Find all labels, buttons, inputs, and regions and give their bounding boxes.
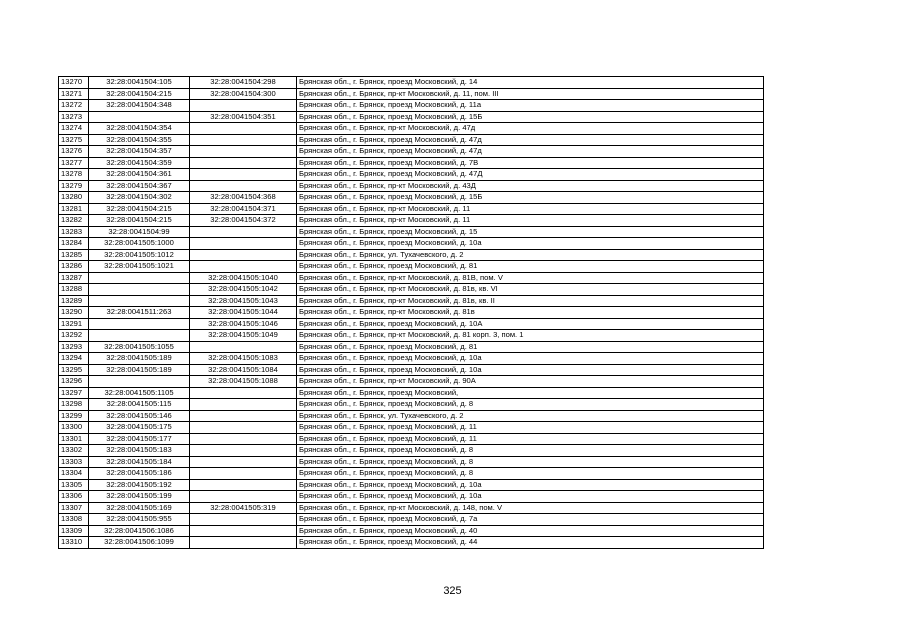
- cadastral-number-parent-cell: [89, 272, 190, 284]
- row-number-cell: 13309: [59, 525, 89, 537]
- table-row: [59, 123, 764, 135]
- table-row: [59, 318, 764, 330]
- row-number-cell: 13292: [59, 330, 89, 342]
- cadastral-number-cell: [190, 422, 297, 434]
- cadastral-number-parent-cell: 32:28:0041505:955: [89, 514, 190, 526]
- address-cell: Брянская обл., г. Брянск, проезд Московский, д. 11: [297, 422, 764, 434]
- cadastral-number-cell: [190, 410, 297, 422]
- cadastral-number-cell: 32:28:0041504:371: [190, 203, 297, 215]
- table-row: [59, 203, 764, 215]
- row-number-cell: 13301: [59, 433, 89, 445]
- address-cell: Брянская обл., г. Брянск, проезд Московский,: [297, 387, 764, 399]
- cadastral-number-parent-cell: 32:28:0041505:1105: [89, 387, 190, 399]
- row-number-cell: 13297: [59, 387, 89, 399]
- cadastral-number-cell: [190, 479, 297, 491]
- table-row: [59, 134, 764, 146]
- cadastral-number-cell: [190, 100, 297, 112]
- row-number-cell: 13280: [59, 192, 89, 204]
- address-cell: Брянская обл., г. Брянск, пр-кт Московский, д. 47д: [297, 123, 764, 135]
- address-cell: Брянская обл., г. Брянск, проезд Московский, д. 10а: [297, 353, 764, 365]
- cadastral-number-cell: 32:28:0041505:1046: [190, 318, 297, 330]
- table-row: [59, 180, 764, 192]
- table-row: [59, 146, 764, 158]
- address-cell: Брянская обл., г. Брянск, пр-кт Московский, д. 11, пом. III: [297, 88, 764, 100]
- table-body: [59, 77, 764, 549]
- cadastral-number-cell: [190, 525, 297, 537]
- cadastral-number-cell: 32:28:0041504:300: [190, 88, 297, 100]
- address-cell: Брянская обл., г. Брянск, ул. Тухачевского, д. 2: [297, 249, 764, 261]
- address-cell: Брянская обл., г. Брянск, проезд Московский, д. 47д: [297, 134, 764, 146]
- cadastral-number-cell: 32:28:0041505:1043: [190, 295, 297, 307]
- table-row: [59, 111, 764, 123]
- cadastral-number-parent-cell: 32:28:0041504:355: [89, 134, 190, 146]
- address-cell: Брянская обл., г. Брянск, проезд Московский, д. 10А: [297, 318, 764, 330]
- address-cell: Брянская обл., г. Брянск, пр-кт Московский, д. 81в, кв. II: [297, 295, 764, 307]
- cadastral-number-cell: [190, 456, 297, 468]
- address-cell: Брянская обл., г. Брянск, проезд Московский, д. 15Б: [297, 192, 764, 204]
- cadastral-number-cell: 32:28:0041505:319: [190, 502, 297, 514]
- cadastral-number-parent-cell: 32:28:0041506:1086: [89, 525, 190, 537]
- table-row: [59, 192, 764, 204]
- address-cell: Брянская обл., г. Брянск, проезд Московский, д. 40: [297, 525, 764, 537]
- cadastral-number-parent-cell: 32:28:0041504:99: [89, 226, 190, 238]
- address-cell: Брянская обл., г. Брянск, ул. Тухачевского, д. 2: [297, 410, 764, 422]
- table-row: [59, 215, 764, 227]
- address-cell: Брянская обл., г. Брянск, проезд Московский, д. 8: [297, 468, 764, 480]
- cadastral-number-parent-cell: 32:28:0041505:175: [89, 422, 190, 434]
- cadastral-number-parent-cell: [89, 376, 190, 388]
- table-row: [59, 479, 764, 491]
- cadastral-number-cell: [190, 146, 297, 158]
- address-cell: Брянская обл., г. Брянск, проезд Московский, д. 14: [297, 77, 764, 89]
- table-row: [59, 330, 764, 342]
- cadastral-number-parent-cell: 32:28:0041504:354: [89, 123, 190, 135]
- address-cell: Брянская обл., г. Брянск, пр-кт Московский, д. 11: [297, 215, 764, 227]
- cadastral-number-parent-cell: [89, 295, 190, 307]
- row-number-cell: 13276: [59, 146, 89, 158]
- table-row: [59, 422, 764, 434]
- table-row: [59, 433, 764, 445]
- cadastral-number-parent-cell: 32:28:0041504:348: [89, 100, 190, 112]
- table-row: [59, 307, 764, 319]
- cadastral-number-cell: [190, 134, 297, 146]
- row-number-cell: 13270: [59, 77, 89, 89]
- cadastral-number-parent-cell: [89, 111, 190, 123]
- cadastral-number-parent-cell: [89, 284, 190, 296]
- row-number-cell: 13271: [59, 88, 89, 100]
- row-number-cell: 13298: [59, 399, 89, 411]
- cadastral-number-parent-cell: 32:28:0041504:215: [89, 215, 190, 227]
- row-number-cell: 13273: [59, 111, 89, 123]
- row-number-cell: 13289: [59, 295, 89, 307]
- cadastral-number-parent-cell: 32:28:0041505:192: [89, 479, 190, 491]
- address-cell: Брянская обл., г. Брянск, проезд Московский, д. 81: [297, 341, 764, 353]
- table-row: [59, 364, 764, 376]
- table-row: [59, 295, 764, 307]
- row-number-cell: 13278: [59, 169, 89, 181]
- page-number: 325: [443, 585, 462, 597]
- address-cell: Брянская обл., г. Брянск, проезд Московский, д. 7а: [297, 514, 764, 526]
- row-number-cell: 13296: [59, 376, 89, 388]
- cadastral-number-cell: [190, 445, 297, 457]
- address-cell: Брянская обл., г. Брянск, проезд Московский, д. 8: [297, 456, 764, 468]
- row-number-cell: 13299: [59, 410, 89, 422]
- address-cell: Брянская обл., г. Брянск, проезд Московский, д. 81: [297, 261, 764, 273]
- address-cell: Брянская обл., г. Брянск, пр-кт Московский, д. 81в: [297, 307, 764, 319]
- cadastral-number-cell: [190, 261, 297, 273]
- cadastral-number-parent-cell: 32:28:0041505:1021: [89, 261, 190, 273]
- cadastral-number-cell: 32:28:0041505:1040: [190, 272, 297, 284]
- row-number-cell: 13282: [59, 215, 89, 227]
- cadastral-number-cell: 32:28:0041504:351: [190, 111, 297, 123]
- address-cell: Брянская обл., г. Брянск, проезд Московский, д. 7В: [297, 157, 764, 169]
- cadastral-number-parent-cell: 32:28:0041505:184: [89, 456, 190, 468]
- table-row: [59, 238, 764, 250]
- row-number-cell: 13284: [59, 238, 89, 250]
- cadastral-number-cell: [190, 537, 297, 549]
- table-row: [59, 514, 764, 526]
- cadastral-number-cell: 32:28:0041504:298: [190, 77, 297, 89]
- cadastral-number-cell: 32:28:0041504:368: [190, 192, 297, 204]
- cadastral-number-cell: [190, 157, 297, 169]
- cadastral-number-parent-cell: 32:28:0041505:186: [89, 468, 190, 480]
- table-row: [59, 456, 764, 468]
- table-row: [59, 445, 764, 457]
- row-number-cell: 13287: [59, 272, 89, 284]
- cadastral-number-parent-cell: 32:28:0041505:177: [89, 433, 190, 445]
- address-cell: Брянская обл., г. Брянск, проезд Московский, д. 10а: [297, 479, 764, 491]
- cadastral-number-parent-cell: 32:28:0041505:1055: [89, 341, 190, 353]
- cadastral-number-cell: 32:28:0041505:1042: [190, 284, 297, 296]
- table-row: [59, 261, 764, 273]
- cadastral-number-cell: 32:28:0041505:1088: [190, 376, 297, 388]
- cadastral-table: [58, 76, 764, 549]
- cadastral-number-cell: [190, 341, 297, 353]
- row-number-cell: 13293: [59, 341, 89, 353]
- table-row: [59, 284, 764, 296]
- table-row: [59, 226, 764, 238]
- row-number-cell: 13286: [59, 261, 89, 273]
- row-number-cell: 13302: [59, 445, 89, 457]
- table-row: [59, 341, 764, 353]
- row-number-cell: 13310: [59, 537, 89, 549]
- row-number-cell: 13304: [59, 468, 89, 480]
- cadastral-number-cell: 32:28:0041504:372: [190, 215, 297, 227]
- row-number-cell: 13283: [59, 226, 89, 238]
- cadastral-number-parent-cell: 32:28:0041504:215: [89, 203, 190, 215]
- table-row: [59, 77, 764, 89]
- row-number-cell: 13291: [59, 318, 89, 330]
- cadastral-number-cell: [190, 399, 297, 411]
- row-number-cell: 13277: [59, 157, 89, 169]
- row-number-cell: 13272: [59, 100, 89, 112]
- cadastral-number-cell: 32:28:0041505:1084: [190, 364, 297, 376]
- cadastral-number-parent-cell: 32:28:0041511:263: [89, 307, 190, 319]
- cadastral-number-cell: [190, 180, 297, 192]
- table-row: [59, 491, 764, 503]
- address-cell: Брянская обл., г. Брянск, пр-кт Московский, д. 11: [297, 203, 764, 215]
- address-cell: Брянская обл., г. Брянск, пр-кт Московский, д. 81в, кв. VI: [297, 284, 764, 296]
- cadastral-number-parent-cell: 32:28:0041505:115: [89, 399, 190, 411]
- cadastral-number-parent-cell: 32:28:0041505:169: [89, 502, 190, 514]
- table-row: [59, 410, 764, 422]
- cadastral-number-parent-cell: 32:28:0041504:357: [89, 146, 190, 158]
- table-row: [59, 100, 764, 112]
- address-cell: Брянская обл., г. Брянск, проезд Московский, д. 47д: [297, 146, 764, 158]
- cadastral-number-parent-cell: [89, 330, 190, 342]
- cadastral-number-cell: 32:28:0041505:1044: [190, 307, 297, 319]
- address-cell: Брянская обл., г. Брянск, проезд Московский, д. 10а: [297, 238, 764, 250]
- address-cell: Брянская обл., г. Брянск, проезд Московский, д. 10а: [297, 491, 764, 503]
- cadastral-number-parent-cell: 32:28:0041505:1000: [89, 238, 190, 250]
- cadastral-number-cell: 32:28:0041505:1049: [190, 330, 297, 342]
- address-cell: Брянская обл., г. Брянск, пр-кт Московский, д. 43Д: [297, 180, 764, 192]
- table-row: [59, 525, 764, 537]
- cadastral-number-cell: [190, 387, 297, 399]
- row-number-cell: 13288: [59, 284, 89, 296]
- table-row: [59, 157, 764, 169]
- cadastral-number-cell: [190, 123, 297, 135]
- row-number-cell: 13294: [59, 353, 89, 365]
- table-row: [59, 468, 764, 480]
- cadastral-number-parent-cell: 32:28:0041504:367: [89, 180, 190, 192]
- cadastral-number-parent-cell: 32:28:0041505:189: [89, 364, 190, 376]
- row-number-cell: 13305: [59, 479, 89, 491]
- table-row: [59, 376, 764, 388]
- table-row: [59, 249, 764, 261]
- cadastral-number-parent-cell: 32:28:0041504:215: [89, 88, 190, 100]
- row-number-cell: 13279: [59, 180, 89, 192]
- row-number-cell: 13303: [59, 456, 89, 468]
- address-cell: Брянская обл., г. Брянск, проезд Московский, д. 15Б: [297, 111, 764, 123]
- cadastral-number-cell: [190, 169, 297, 181]
- cadastral-number-parent-cell: 32:28:0041504:105: [89, 77, 190, 89]
- row-number-cell: 13300: [59, 422, 89, 434]
- cadastral-number-parent-cell: 32:28:0041505:146: [89, 410, 190, 422]
- address-cell: Брянская обл., г. Брянск, проезд Московский, д. 47Д: [297, 169, 764, 181]
- cadastral-number-cell: [190, 249, 297, 261]
- cadastral-number-parent-cell: 32:28:0041504:361: [89, 169, 190, 181]
- cadastral-number-parent-cell: 32:28:0041505:189: [89, 353, 190, 365]
- cadastral-number-parent-cell: 32:28:0041505:1012: [89, 249, 190, 261]
- cadastral-number-parent-cell: 32:28:0041504:302: [89, 192, 190, 204]
- address-cell: Брянская обл., г. Брянск, проезд Московский, д. 11а: [297, 100, 764, 112]
- row-number-cell: 13290: [59, 307, 89, 319]
- row-number-cell: 13275: [59, 134, 89, 146]
- cadastral-number-cell: [190, 238, 297, 250]
- cadastral-number-parent-cell: 32:28:0041504:359: [89, 157, 190, 169]
- row-number-cell: 13307: [59, 502, 89, 514]
- row-number-cell: 13306: [59, 491, 89, 503]
- row-number-cell: 13274: [59, 123, 89, 135]
- address-cell: Брянская обл., г. Брянск, проезд Московский, д. 8: [297, 399, 764, 411]
- cadastral-number-parent-cell: 32:28:0041505:199: [89, 491, 190, 503]
- address-cell: Брянская обл., г. Брянск, пр-кт Московский, д. 81 корп. 3, пом. 1: [297, 330, 764, 342]
- address-cell: Брянская обл., г. Брянск, проезд Московский, д. 11: [297, 433, 764, 445]
- address-cell: Брянская обл., г. Брянск, пр-кт Московский, д. 148, пом. V: [297, 502, 764, 514]
- address-cell: Брянская обл., г. Брянск, пр-кт Московский, д. 81В, пом. V: [297, 272, 764, 284]
- cadastral-number-parent-cell: 32:28:0041506:1099: [89, 537, 190, 549]
- cadastral-number-cell: [190, 468, 297, 480]
- cadastral-number-parent-cell: 32:28:0041505:183: [89, 445, 190, 457]
- table-row: [59, 387, 764, 399]
- address-cell: Брянская обл., г. Брянск, пр-кт Московский, д. 90А: [297, 376, 764, 388]
- address-cell: Брянская обл., г. Брянск, проезд Московский, д. 8: [297, 445, 764, 457]
- cadastral-number-cell: [190, 514, 297, 526]
- table-row: [59, 537, 764, 549]
- cadastral-number-cell: 32:28:0041505:1083: [190, 353, 297, 365]
- row-number-cell: 13285: [59, 249, 89, 261]
- table-row: [59, 169, 764, 181]
- row-number-cell: 13281: [59, 203, 89, 215]
- table-row: [59, 88, 764, 100]
- table-row: [59, 272, 764, 284]
- cadastral-number-parent-cell: [89, 318, 190, 330]
- table-row: [59, 353, 764, 365]
- table-row: [59, 399, 764, 411]
- address-cell: Брянская обл., г. Брянск, проезд Московский, д. 44: [297, 537, 764, 549]
- row-number-cell: 13295: [59, 364, 89, 376]
- address-cell: Брянская обл., г. Брянск, проезд Московский, д. 15: [297, 226, 764, 238]
- cadastral-number-cell: [190, 491, 297, 503]
- row-number-cell: 13308: [59, 514, 89, 526]
- address-cell: Брянская обл., г. Брянск, проезд Московский, д. 10а: [297, 364, 764, 376]
- cadastral-number-cell: [190, 226, 297, 238]
- table-row: [59, 502, 764, 514]
- cadastral-number-cell: [190, 433, 297, 445]
